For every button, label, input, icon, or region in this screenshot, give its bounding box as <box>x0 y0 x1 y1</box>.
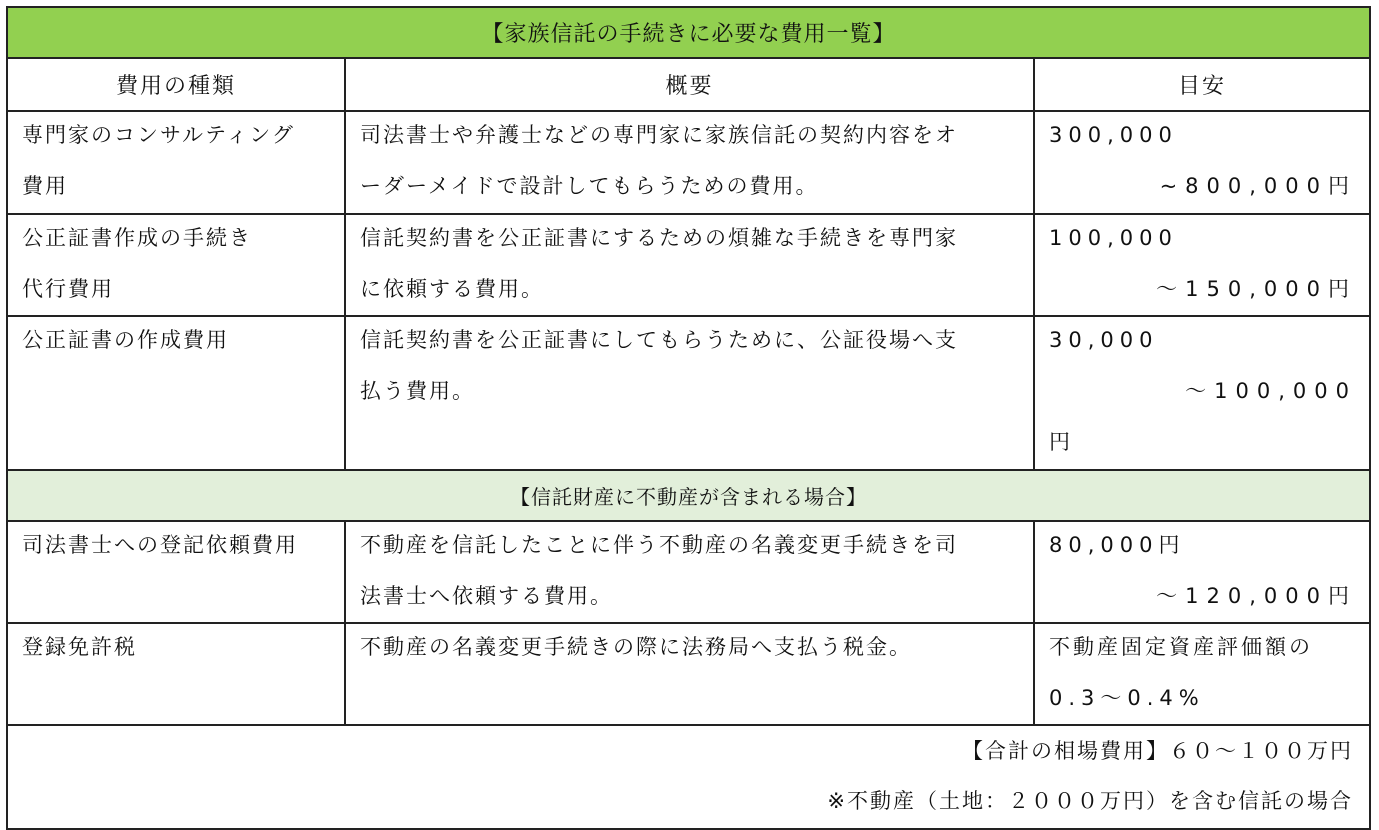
cost-amount-cell <box>1034 111 1370 214</box>
summary-total: 【合計の相場費用】６０～１００万円 <box>962 739 1353 763</box>
amount-unit: 円 <box>1049 430 1076 454</box>
amount-from: 100,000 <box>1049 226 1178 250</box>
cost-desc-line: 司法書士や弁護士などの専門家に家族信託の契約内容をオ <box>360 123 958 147</box>
amount-to: ~800,000円 <box>1159 174 1357 198</box>
summary-note: ※不動産（土地：２０００万円）を含む信託の場合 <box>827 789 1353 813</box>
header-estimate: 目安 <box>1034 58 1370 111</box>
amount-basis: 不動産固定資産評価額の <box>1049 635 1313 659</box>
cost-desc-line: ーダーメイドで設計してもらうための費用。 <box>360 174 819 198</box>
cost-type-line: 費用 <box>22 174 68 198</box>
cost-desc-line: 法書士へ依頼する費用。 <box>360 584 613 608</box>
cost-amount-cell <box>1034 214 1370 316</box>
table-row <box>7 521 1370 623</box>
section-title: 【信託財産に不動産が含まれる場合】 <box>7 470 1370 521</box>
table-row <box>7 111 1370 214</box>
header-summary: 概要 <box>345 58 1034 111</box>
cost-amount-cell <box>1034 623 1370 725</box>
amount-from: 300,000 <box>1049 123 1178 147</box>
cost-desc-cell <box>345 623 1034 725</box>
cost-desc-cell <box>345 521 1034 623</box>
table-title: 【家族信託の手続きに必要な費用一覧】 <box>7 7 1370 58</box>
cost-type-cell <box>7 214 345 316</box>
cost-type-line: 代行費用 <box>22 277 114 301</box>
cost-type-line: 登録免許税 <box>22 635 137 659</box>
cost-type-line: 公正証書の作成費用 <box>22 328 229 352</box>
cost-type-line: 専門家のコンサルティング <box>22 123 295 147</box>
cost-type-cell <box>7 521 345 623</box>
cost-table <box>6 6 1371 830</box>
cost-type-line: 司法書士への登記依頼費用 <box>22 533 298 557</box>
table-row <box>7 316 1370 470</box>
cost-type-line: 公正証書作成の手続き <box>22 226 252 250</box>
cost-desc-line: 不動産の名義変更手続きの際に法務局へ支払う税金。 <box>360 635 912 659</box>
cost-amount-cell <box>1034 316 1370 470</box>
amount-rate: 0.3～0.4% <box>1049 686 1205 710</box>
cost-desc-line: 信託契約書を公正証書にしてもらうために、公証役場へ支 <box>360 328 958 352</box>
cost-desc-cell <box>345 316 1034 470</box>
cost-type-cell <box>7 316 345 470</box>
cost-type-cell <box>7 111 345 214</box>
amount-to: ～150,000円 <box>1156 277 1357 301</box>
cost-desc-line: 信託契約書を公正証書にするための煩雑な手続きを専門家 <box>360 226 958 250</box>
cost-desc-cell <box>345 214 1034 316</box>
cost-type-cell <box>7 623 345 725</box>
cost-desc-line: に依頼する費用。 <box>360 277 544 301</box>
header-type: 費用の種類 <box>7 58 345 111</box>
summary-cell <box>7 725 1370 829</box>
title-row <box>7 7 1370 58</box>
table-row <box>7 214 1370 316</box>
cost-desc-line: 払う費用。 <box>360 379 475 403</box>
amount-from: 30,000 <box>1049 328 1159 352</box>
cost-desc-cell <box>345 111 1034 214</box>
amount-from: 80,000円 <box>1049 533 1186 557</box>
cost-desc-line: 不動産を信託したことに伴う不動産の名義変更手続きを司 <box>360 533 958 557</box>
table-row <box>7 623 1370 725</box>
amount-to: ～100,000 <box>1185 379 1357 403</box>
cost-amount-cell <box>1034 521 1370 623</box>
summary-row <box>7 725 1370 829</box>
amount-to: ～120,000円 <box>1156 584 1357 608</box>
